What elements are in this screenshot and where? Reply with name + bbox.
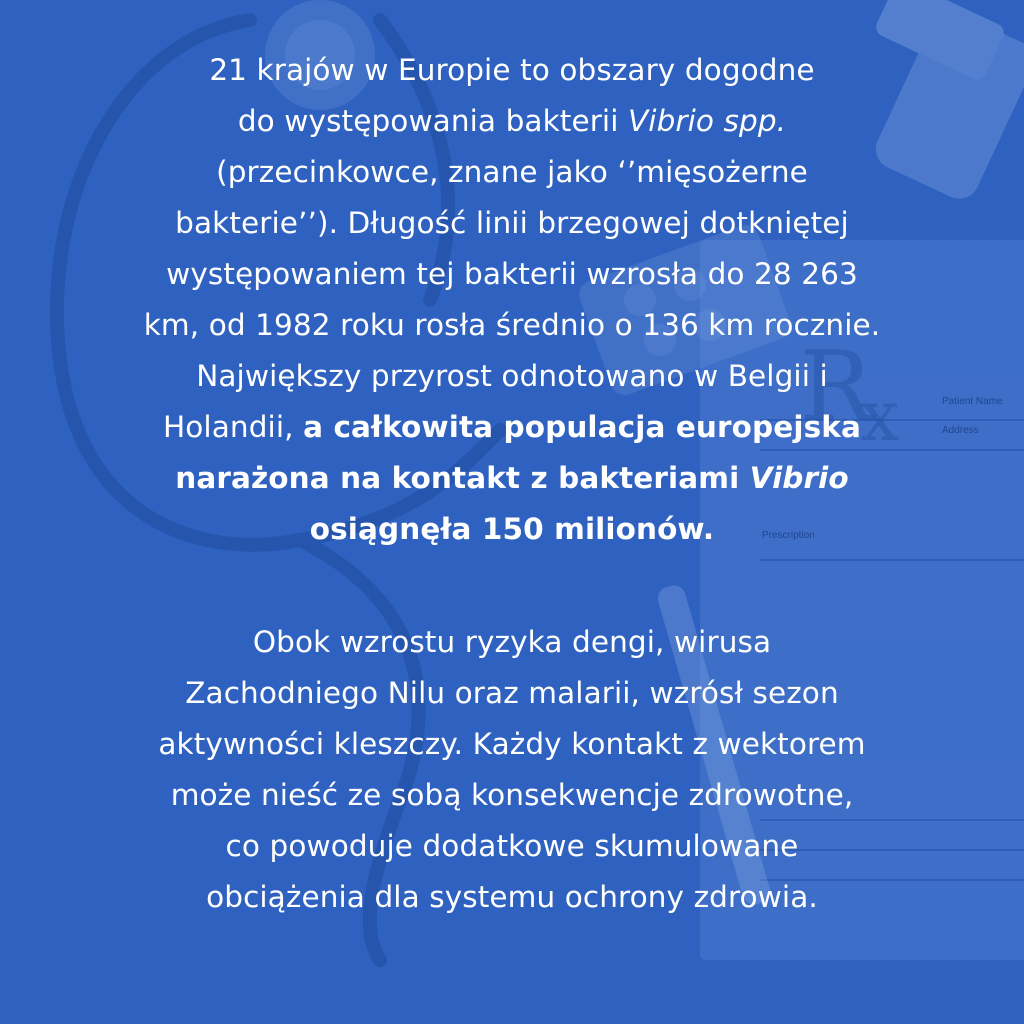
italic-term: Vibrio xyxy=(749,461,849,495)
prescription-label: Prescription xyxy=(762,530,815,541)
text-line: Największy przyrost odnotowano w Belgii i xyxy=(196,359,828,393)
text-line: osiągnęła 150 milionów. xyxy=(309,512,715,546)
text-line: obciążenia dla systemu ochrony zdrowia. xyxy=(206,880,818,914)
text-line: Obok wzrostu ryzyka dengi, wirusa xyxy=(252,625,772,659)
rx-symbol: R xyxy=(800,331,873,443)
patient-name-label: Patient Name xyxy=(942,396,1003,407)
italic-term: Vibrio spp. xyxy=(628,104,787,138)
text-line xyxy=(40,96,984,147)
paragraph-vibrio xyxy=(40,45,984,555)
text-line: co powoduje dodatkowe skumulowane xyxy=(225,829,799,863)
text-line xyxy=(40,402,984,453)
svg-text:x: x xyxy=(860,375,900,457)
text-line: Zachodniego Nilu oraz malarii, wzrósł sezon xyxy=(185,676,839,710)
text-line: może nieść ze sobą konsekwencje zdrowotne, xyxy=(170,778,854,812)
text-line: występowaniem tej bakterii wzrosła do 28 263 xyxy=(166,257,858,291)
text-fragment: do występowania bakterii xyxy=(237,104,628,138)
text-line xyxy=(40,453,984,504)
address-label: Address xyxy=(942,425,979,436)
bold-fragment: a całkowita populacja europejska xyxy=(303,410,861,444)
text-line: km, od 1982 roku rosła średnio o 136 km rocznie. xyxy=(143,308,881,342)
text-line: bakterie’’). Długość linii brzegowej dotkniętej xyxy=(175,206,849,240)
text-fragment: Holandii, xyxy=(163,410,304,444)
text-line: aktywności kleszczy. Każdy kontakt z wektorem xyxy=(158,727,866,761)
bold-fragment: narażona na kontakt z bakteriami xyxy=(175,461,750,495)
text-line: 21 krajów w Europie to obszary dogodne xyxy=(209,53,815,87)
paragraph-vectors xyxy=(40,617,984,923)
text-line: (przecinkowce, znane jako ‘’mięsożerne xyxy=(216,155,808,189)
